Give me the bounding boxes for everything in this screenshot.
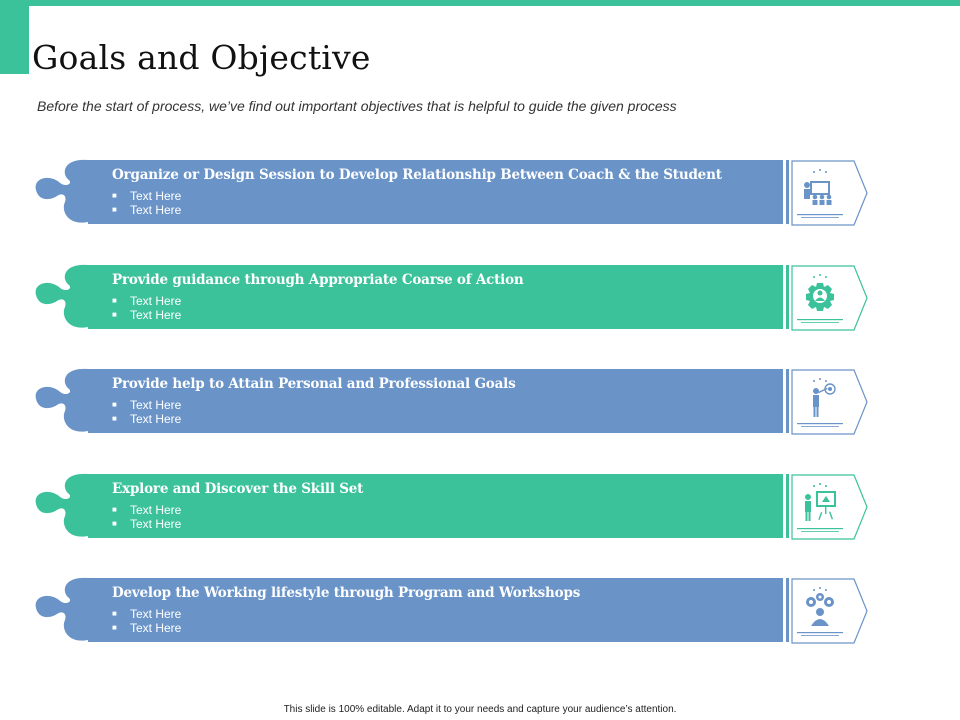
objective-title: Develop the Working lifestyle through Program and Workshops [112,585,581,601]
top-accent-bar [0,0,960,6]
corner-accent-block [0,0,29,74]
gear-person-icon [797,271,843,323]
band-separator [786,369,789,433]
bullet-marker-icon: ■ [112,205,117,214]
band-separator [786,265,789,329]
band-separator [786,578,789,642]
slide-title: Goals and Objective [32,38,371,77]
bullet-marker-icon: ■ [112,505,117,514]
objective-bullets [112,398,181,426]
bullet-marker-icon: ■ [112,623,117,632]
bullet-item: ■ Text Here [112,517,182,531]
bullet-marker-icon: ■ [112,519,117,528]
objective-bullets [112,607,181,635]
objective-row-1 [0,160,960,226]
bullet-marker-icon: ■ [112,414,117,423]
target-person-icon [797,375,843,427]
board-person-icon [797,480,843,532]
objective-row-5 [0,578,960,644]
band-separator [786,160,789,224]
band-separator [786,474,789,538]
objective-title: Organize or Design Session to Develop Relationship Between Coach & the Student [112,167,722,183]
objective-bullets [112,189,181,217]
slide-subtitle: Before the start of process, we’ve find out important objectives that is helpful to guide the given process [37,98,677,114]
bullet-item: ■ Text Here [112,607,182,621]
objective-row-3 [0,369,960,435]
bullet-marker-icon: ■ [112,296,117,305]
bullet-item: ■ Text Here [112,294,182,308]
objective-title: Explore and Discover the Skill Set [112,481,364,497]
bullet-item: ■ Text Here [112,621,182,635]
bullet-item: ■ Text Here [112,503,182,517]
objective-bullets [112,294,181,322]
bullet-marker-icon: ■ [112,609,117,618]
bullet-marker-icon: ■ [112,310,117,319]
objective-title: Provide guidance through Appropriate Coarse of Action [112,272,524,288]
objective-row-2 [0,265,960,331]
objective-row-4 [0,474,960,540]
gears-person-icon [797,584,843,636]
bullet-marker-icon: ■ [112,191,117,200]
bullet-item: ■ Text Here [112,398,182,412]
bullet-item: ■ Text Here [112,203,182,217]
bullet-item: ■ Text Here [112,189,182,203]
bullet-marker-icon: ■ [112,400,117,409]
objective-bullets [112,503,181,531]
presentation-icon [797,166,843,218]
bullet-item: ■ Text Here [112,412,182,426]
bullet-item: ■ Text Here [112,308,182,322]
objective-title: Provide help to Attain Personal and Professional Goals [112,376,516,392]
slide-footer: This slide is 100% editable. Adapt it to your needs and capture your audience’s attention. [283,704,677,715]
